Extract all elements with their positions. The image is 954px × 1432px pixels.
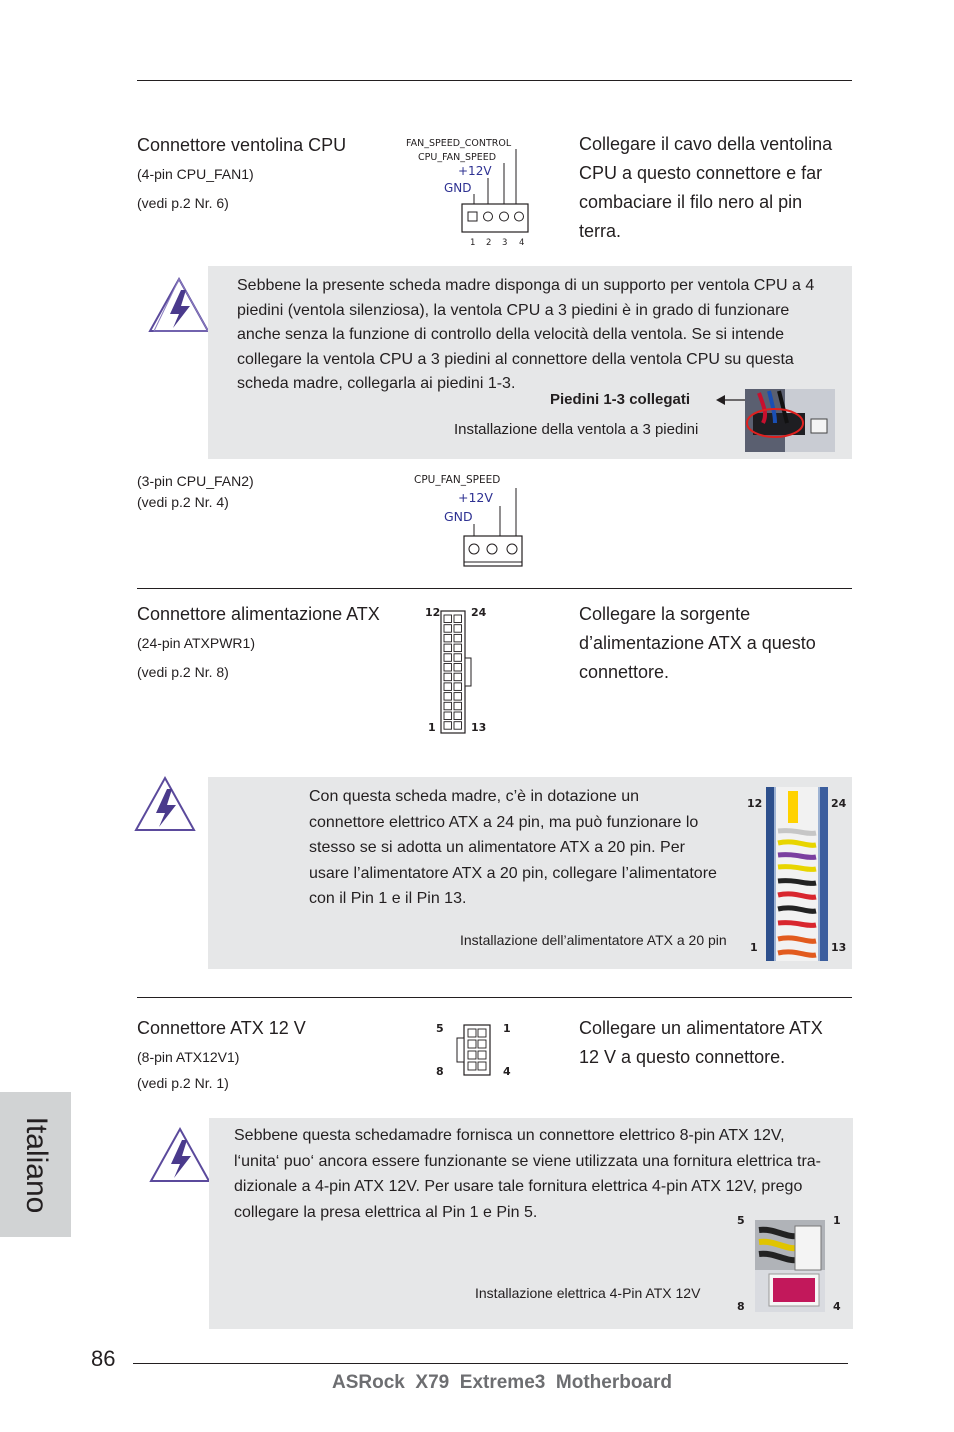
- atx24-label-13: 13: [471, 721, 487, 734]
- connector-pin: [444, 654, 452, 662]
- atx-power-desc-line: connettore.: [579, 662, 670, 682]
- pin-number-3: 3: [502, 238, 508, 248]
- connector-pin: [468, 1062, 476, 1070]
- atx-20pin-install-photo: [766, 787, 828, 961]
- section-divider: [137, 588, 852, 589]
- pin-number-2: 2: [486, 238, 492, 248]
- connector-pin: [468, 1051, 476, 1059]
- connector-pin: [454, 625, 462, 633]
- atx12v-8pin-diagram: [456, 1024, 494, 1076]
- cpu-fan2-pins: (3-pin CPU_FAN2): [137, 473, 254, 489]
- connector-pin: [444, 615, 452, 623]
- page-number: 86: [91, 1346, 116, 1371]
- connector-pin: [454, 702, 462, 710]
- atx12v-label-4: 4: [503, 1065, 511, 1078]
- connector-pin: [478, 1062, 486, 1070]
- connector-pin: [444, 634, 452, 642]
- cpu-fan-speed-label: CPU_FAN_SPEED: [418, 152, 497, 163]
- atx12v-photo-label-4: 4: [833, 1300, 841, 1313]
- note-line: l‘unita‘ puo‘ ancora essere funzionante se viene utilizzata una fornitura elettrica tra-: [234, 1152, 821, 1170]
- atx24-label-1: 1: [428, 721, 436, 734]
- fan-3pin-install-photo: [745, 389, 835, 452]
- atx12v-label-5: 5: [436, 1022, 444, 1035]
- atx20-photo-label-24: 24: [831, 797, 847, 810]
- connector-pin: [468, 1029, 476, 1037]
- atx12v-photo-label-1: 1: [833, 1214, 841, 1227]
- atx-power-title: Connettore alimentazione ATX: [137, 604, 380, 624]
- connector-pin: [457, 1038, 464, 1062]
- atx12v-4pin-install-photo: [755, 1220, 825, 1312]
- connector-pin: [468, 1040, 476, 1048]
- connector-pin: [444, 683, 452, 691]
- note-line: usare l’alimentatore ATX a 20 pin, collegare l’alimentatore: [309, 864, 717, 882]
- cpu-fan-pins: (4-pin CPU_FAN1): [137, 166, 254, 182]
- connector-pin: [444, 673, 452, 681]
- connector-pin: [444, 702, 452, 710]
- connector-pin: [444, 644, 452, 652]
- cpu-fan-speed-label: CPU_FAN_SPEED: [414, 474, 501, 486]
- atx-power-note-caption: Installazione dell’alimentatore ATX a 20 pin: [460, 932, 727, 948]
- warning-icon: [134, 775, 196, 833]
- connector-pin: [465, 658, 471, 686]
- gnd-label: GND: [444, 509, 473, 524]
- atx12v-desc-line: Collegare un alimentatore ATX: [579, 1018, 823, 1038]
- note-line: Con questa scheda madre, c’è in dotazione un: [309, 788, 639, 805]
- connector-pin: [444, 664, 452, 672]
- footer-product-name: ASRock X79 Extreme3 Motherboard: [332, 1372, 672, 1393]
- connector-pin: [454, 644, 462, 652]
- atx12v-ref: (vedi p.2 Nr. 1): [137, 1075, 229, 1091]
- note-line: con il Pin 1 e il Pin 13.: [309, 890, 467, 907]
- atx20-photo-label-12: 12: [747, 797, 763, 810]
- plus12v-label: +12V: [458, 490, 493, 505]
- connector-pin: [454, 693, 462, 701]
- connector-pin: [454, 683, 462, 691]
- language-tab-label: Italiano: [19, 1116, 53, 1213]
- cpu-fan-desc-line: combaciare il filo nero al pin: [579, 192, 803, 212]
- atx20-photo-label-1: 1: [750, 941, 758, 954]
- atx12v-note-caption: Installazione elettrica 4-Pin ATX 12V: [475, 1285, 701, 1301]
- plus12v-label: +12V: [458, 164, 492, 178]
- fan-speed-control-label: FAN_SPEED_CONTROL: [406, 138, 512, 149]
- atx12v-label-8: 8: [436, 1065, 444, 1078]
- atx12v-photo-label-8: 8: [737, 1300, 745, 1313]
- gnd-label: GND: [444, 181, 472, 195]
- note-line: anche senza la funzione di controllo della velocità della ventola. Se si intende: [237, 326, 785, 343]
- atx12v-photo-label-5: 5: [737, 1214, 745, 1227]
- callout-arrow-icon: [716, 394, 748, 406]
- cpu-fan-desc-line: CPU a questo connettore e far: [579, 163, 823, 183]
- cpu-fan-ref: (vedi p.2 Nr. 6): [137, 195, 229, 211]
- cpu-fan-note-text: [237, 274, 849, 397]
- atx-power-pins: (24-pin ATXPWR1): [137, 635, 255, 651]
- cpu-fan2-ref: (vedi p.2 Nr. 4): [137, 494, 229, 510]
- top-rule: [137, 80, 852, 81]
- connector-pin: [444, 625, 452, 633]
- atx12v-note-text: [234, 1123, 854, 1225]
- atx-power-desc-line: d’alimentazione ATX a questo: [579, 633, 816, 653]
- atx-power-note-text: [309, 784, 749, 912]
- connector-pin: [478, 1051, 486, 1059]
- footer-rule: [133, 1363, 848, 1364]
- note-line: connettore elettrico ATX a 24 pin, ma può funzionare lo: [309, 813, 699, 831]
- note-line: Sebbene la presente scheda madre disponga di un supporto per ventola CPU a 4: [237, 277, 815, 294]
- atx12v-title: Connettore ATX 12 V: [137, 1018, 306, 1038]
- pins-connected-callout: Piedini 1-3 collegati: [550, 391, 691, 408]
- atx12v-pins: (8-pin ATX12V1): [137, 1049, 240, 1065]
- note-line: Sebbene questa schedamadre fornisca un connettore elettrico 8-pin ATX 12V,: [234, 1127, 785, 1144]
- note-line: collegare la ventola CPU a 3 piedini al connettore della ventola CPU su questa: [237, 350, 794, 368]
- atx24-label-24: 24: [471, 606, 487, 619]
- connector-pin: [444, 722, 452, 730]
- atx20-photo-label-13: 13: [831, 941, 847, 954]
- note-line: dizionale a 4-pin ATX 12V. Per usare tale fornitura elettrica 4-pin ATX 12V, prego: [234, 1178, 803, 1195]
- atx-power-ref: (vedi p.2 Nr. 8): [137, 664, 229, 680]
- connector-pin: [454, 664, 462, 672]
- connector-pin: [454, 673, 462, 681]
- section-divider: [137, 997, 852, 998]
- atx-power-desc-line: Collegare la sorgente: [579, 604, 751, 624]
- language-tab: [0, 1092, 71, 1237]
- note-line: piedini (ventola silenziosa), la ventola CPU a 3 piedini è in grado di funzionare: [237, 301, 790, 319]
- cpu-fan-note-caption: Installazione della ventola a 3 piedini: [454, 421, 699, 438]
- atx12v-desc-line: 12 V a questo connettore.: [579, 1047, 786, 1067]
- cpu-fan-title: Connettore ventolina CPU: [137, 135, 347, 155]
- atx-power-description: [579, 600, 859, 687]
- pin-number-4: 4: [519, 238, 525, 248]
- cpu-fan-desc-line: Collegare il cavo della ventolina: [579, 134, 833, 154]
- atx12v-label-1: 1: [503, 1022, 511, 1035]
- connector-pin: [454, 722, 462, 730]
- cpu-fan-description: [579, 130, 859, 246]
- warning-icon: [148, 276, 210, 334]
- atx-24pin-diagram: [440, 610, 474, 736]
- connector-pin: [444, 693, 452, 701]
- connector-pin: [444, 712, 452, 720]
- connector-pin: [478, 1040, 486, 1048]
- atx24-label-12: 12: [425, 606, 441, 619]
- connector-pin: [454, 654, 462, 662]
- warning-icon: [149, 1126, 211, 1184]
- atx12v-description: [579, 1014, 859, 1072]
- cpu-fan-4pin-diagram: [404, 134, 534, 248]
- connector-pin: [454, 712, 462, 720]
- note-line: scheda madre, collegarla ai piedini 1-3.: [237, 375, 516, 392]
- atx-power-note: [208, 777, 852, 969]
- cpu-fan-desc-line: terra.: [579, 221, 622, 241]
- connector-pin: [454, 634, 462, 642]
- note-line: collegare la presa elettrica al Pin 1 e Pin 5.: [234, 1203, 538, 1221]
- cpu-fan2-3pin-diagram: [412, 470, 527, 574]
- connector-pin: [454, 615, 462, 623]
- connector-pin: [478, 1029, 486, 1037]
- pin-number-1: 1: [470, 238, 476, 248]
- note-line: stesso se si adotta un alimentatore ATX a 20 pin. Per: [309, 839, 685, 856]
